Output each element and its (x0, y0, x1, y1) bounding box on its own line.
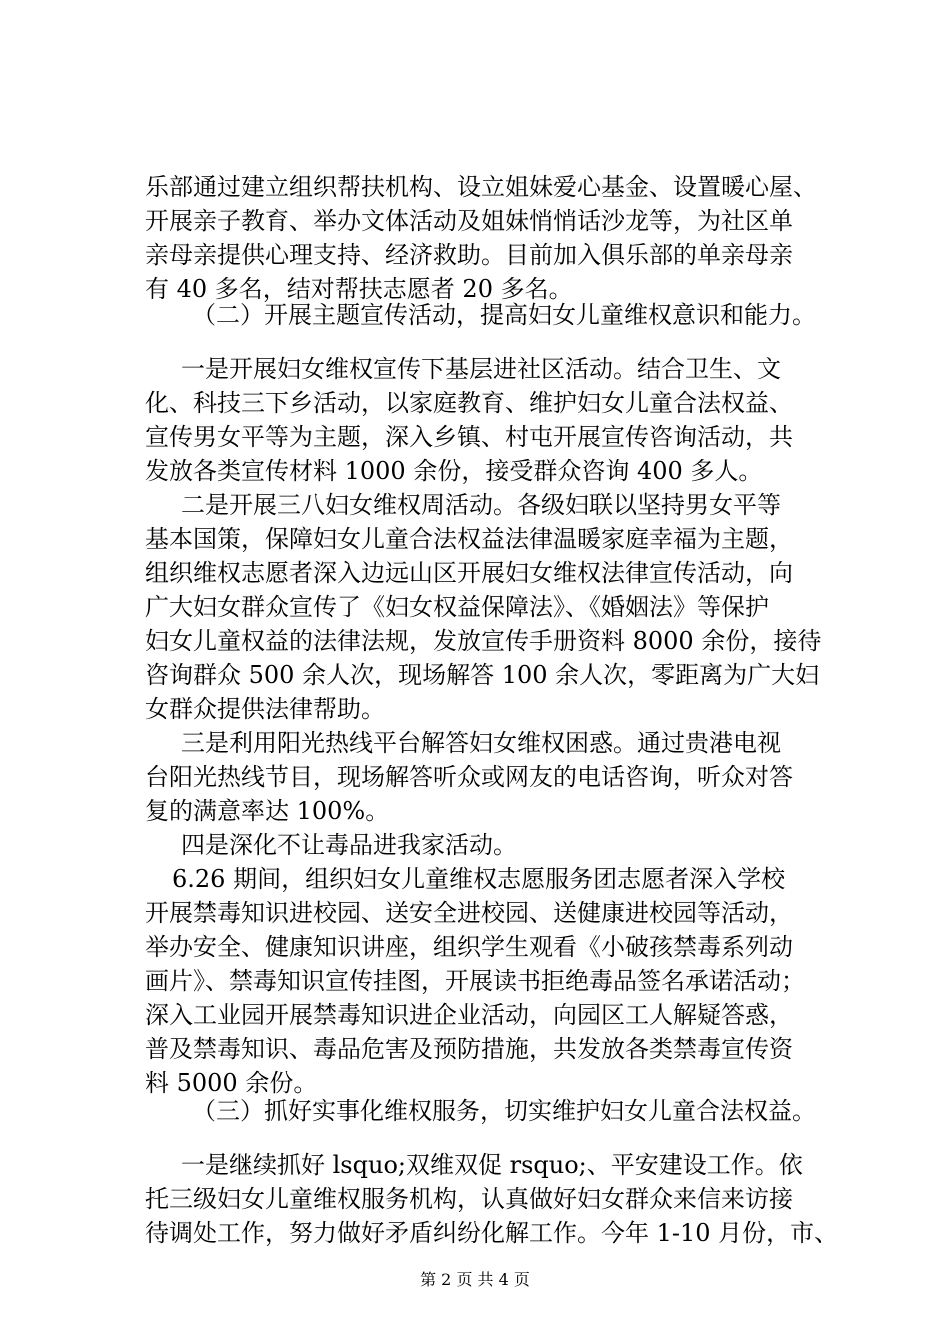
body-line: 女群众提供法律帮助。 (145, 695, 385, 723)
body-line: 画片》、禁毒知识宣传挂图，开展读书拒绝毒品签名承诺活动； (145, 967, 805, 995)
body-line: 普及禁毒知识、毒品危害及预防措施，共发放各类禁毒宣传资 (145, 1035, 793, 1063)
body-line: 一是继续抓好 lsquo;双维双促 rsquo;、平安建设工作。依 (181, 1151, 803, 1179)
body-line: 二是开展三八妇女维权周活动。各级妇联以坚持男女平等 (181, 491, 781, 519)
body-line: 发放各类宣传材料 1000 余份，接受群众咨询 400 多人。 (145, 457, 763, 485)
body-line: 三是利用阳光热线平台解答妇女维权困惑。通过贵港电视 (181, 729, 781, 757)
body-line: 一是开展妇女维权宣传下基层进社区活动。结合卫生、文 (181, 355, 781, 383)
body-line: 有 40 多名，结对帮扶志愿者 20 多名。 (145, 275, 573, 303)
body-line: 举办安全、健康知识讲座，组织学生观看《小破孩禁毒系列动 (145, 933, 793, 961)
body-line: 亲母亲提供心理支持、经济救助。目前加入俱乐部的单亲母亲 (145, 241, 793, 269)
body-line: 6.26 期间，组织妇女儿童维权志愿服务团志愿者深入学校 (172, 865, 786, 893)
body-line: 待调处工作，努力做好矛盾纠纷化解工作。今年 1-10 月份，市、 (145, 1219, 839, 1247)
body-line: 基本国策，保障妇女儿童合法权益法律温暖家庭幸福为主题， (145, 525, 793, 553)
body-line: 托三级妇女儿童维权服务机构，认真做好妇女群众来信来访接 (145, 1185, 793, 1213)
body-line: 组织维权志愿者深入边远山区开展妇女维权法律宣传活动，向 (145, 559, 793, 587)
page-footer: 第 2 页 共 4 页 (420, 1270, 530, 1289)
body-line: 广大妇女群众宣传了《妇女权益保障法》、《婚姻法》等保护 (145, 593, 769, 621)
body-line: 四是深化不让毒品进我家活动。 (181, 831, 517, 859)
section-heading: （三）抓好实事化维权服务，切实维护妇女儿童合法权益。 (192, 1097, 816, 1125)
body-line: 料 5000 余份。 (145, 1069, 318, 1097)
body-line: 宣传男女平等为主题，深入乡镇、村屯开展宣传咨询活动，共 (145, 423, 793, 451)
body-line: 台阳光热线节目，现场解答听众或网友的电话咨询，听众对答 (145, 763, 793, 791)
body-line: 化、科技三下乡活动，以家庭教育、维护妇女儿童合法权益、 (145, 389, 793, 417)
body-line: 乐部通过建立组织帮扶机构、设立姐妹爱心基金、设置暖心屋、 (145, 173, 817, 201)
body-line: 咨询群众 500 余人次，现场解答 100 余人次，零距离为广大妇 (145, 661, 820, 689)
section-heading: （二）开展主题宣传活动，提高妇女儿童维权意识和能力。 (192, 301, 816, 329)
body-line: 深入工业园开展禁毒知识进企业活动，向园区工人解疑答惑， (145, 1001, 793, 1029)
body-line: 妇女儿童权益的法律法规，发放宣传手册资料 8000 余份，接待 (145, 627, 822, 655)
body-line: 复的满意率达 100%。 (145, 797, 390, 825)
body-line: 开展亲子教育、举办文体活动及姐妹悄悄话沙龙等，为社区单 (145, 207, 793, 235)
body-line: 开展禁毒知识进校园、送安全进校园、送健康进校园等活动， (145, 899, 793, 927)
